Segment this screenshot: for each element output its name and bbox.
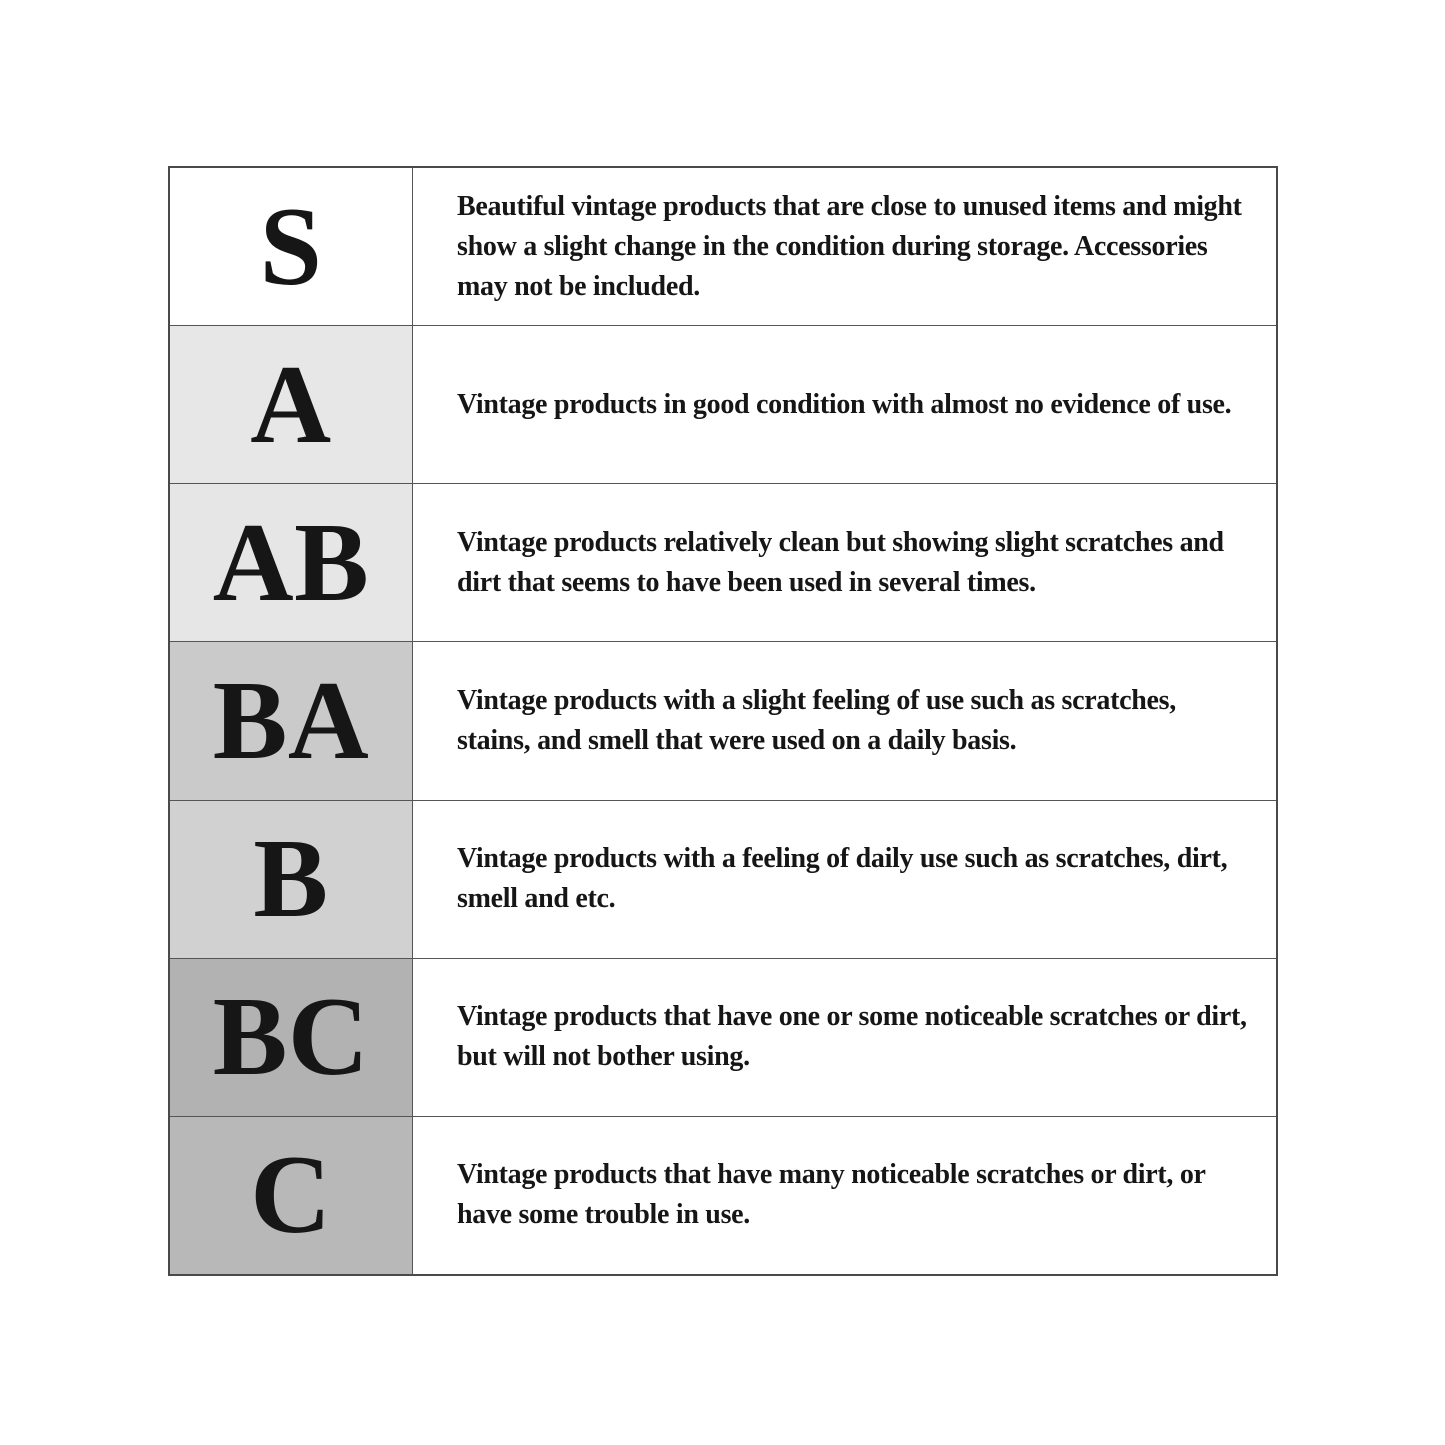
grade-row-bc	[170, 958, 1276, 1116]
condition-grade-table	[168, 166, 1278, 1276]
grade-row-a	[170, 325, 1276, 483]
grade-cell-a	[170, 326, 413, 483]
grade-letter: B	[253, 817, 329, 942]
description-cell	[413, 168, 1276, 325]
grade-description: Vintage products with a feeling of daily use such as scratches, dirt, smell and etc.	[457, 843, 1228, 915]
grade-description: Beautiful vintage products that are close to unused items and might show a slight change in the condition during storage. Accessories may not be included.	[457, 190, 1242, 302]
description-cell	[413, 484, 1276, 641]
grade-row-s	[170, 168, 1276, 325]
grade-row-c	[170, 1116, 1276, 1274]
grade-description: Vintage products in good condition with almost no evidence of use.	[457, 388, 1232, 420]
grade-letter: S	[259, 184, 323, 309]
description-cell	[413, 326, 1276, 483]
grade-letter: BA	[212, 658, 370, 783]
grade-letter: AB	[212, 500, 370, 625]
grade-row-ba	[170, 641, 1276, 799]
grade-description: Vintage products with a slight feeling of use such as scratches, stains, and smell that were used on a daily basis.	[457, 684, 1176, 756]
grade-letter: A	[250, 342, 332, 467]
grade-cell-b	[170, 801, 413, 958]
grade-letter: BC	[212, 975, 370, 1100]
description-cell	[413, 801, 1276, 958]
grade-cell-bc	[170, 959, 413, 1116]
grade-description: Vintage products that have one or some noticeable scratches or dirt, but will not bother using.	[457, 1001, 1247, 1073]
grade-letter: C	[250, 1133, 332, 1258]
description-cell	[413, 642, 1276, 799]
description-cell	[413, 959, 1276, 1116]
grade-row-b	[170, 800, 1276, 958]
grade-description: Vintage products relatively clean but showing slight scratches and dirt that seems to have been used in several times.	[457, 526, 1224, 598]
grade-cell-ab	[170, 484, 413, 641]
grade-cell-c	[170, 1117, 413, 1274]
grade-cell-s	[170, 168, 413, 325]
description-cell	[413, 1117, 1276, 1274]
grade-row-ab	[170, 483, 1276, 641]
grade-description: Vintage products that have many noticeable scratches or dirt, or have some trouble in use.	[457, 1159, 1206, 1231]
grade-cell-ba	[170, 642, 413, 799]
